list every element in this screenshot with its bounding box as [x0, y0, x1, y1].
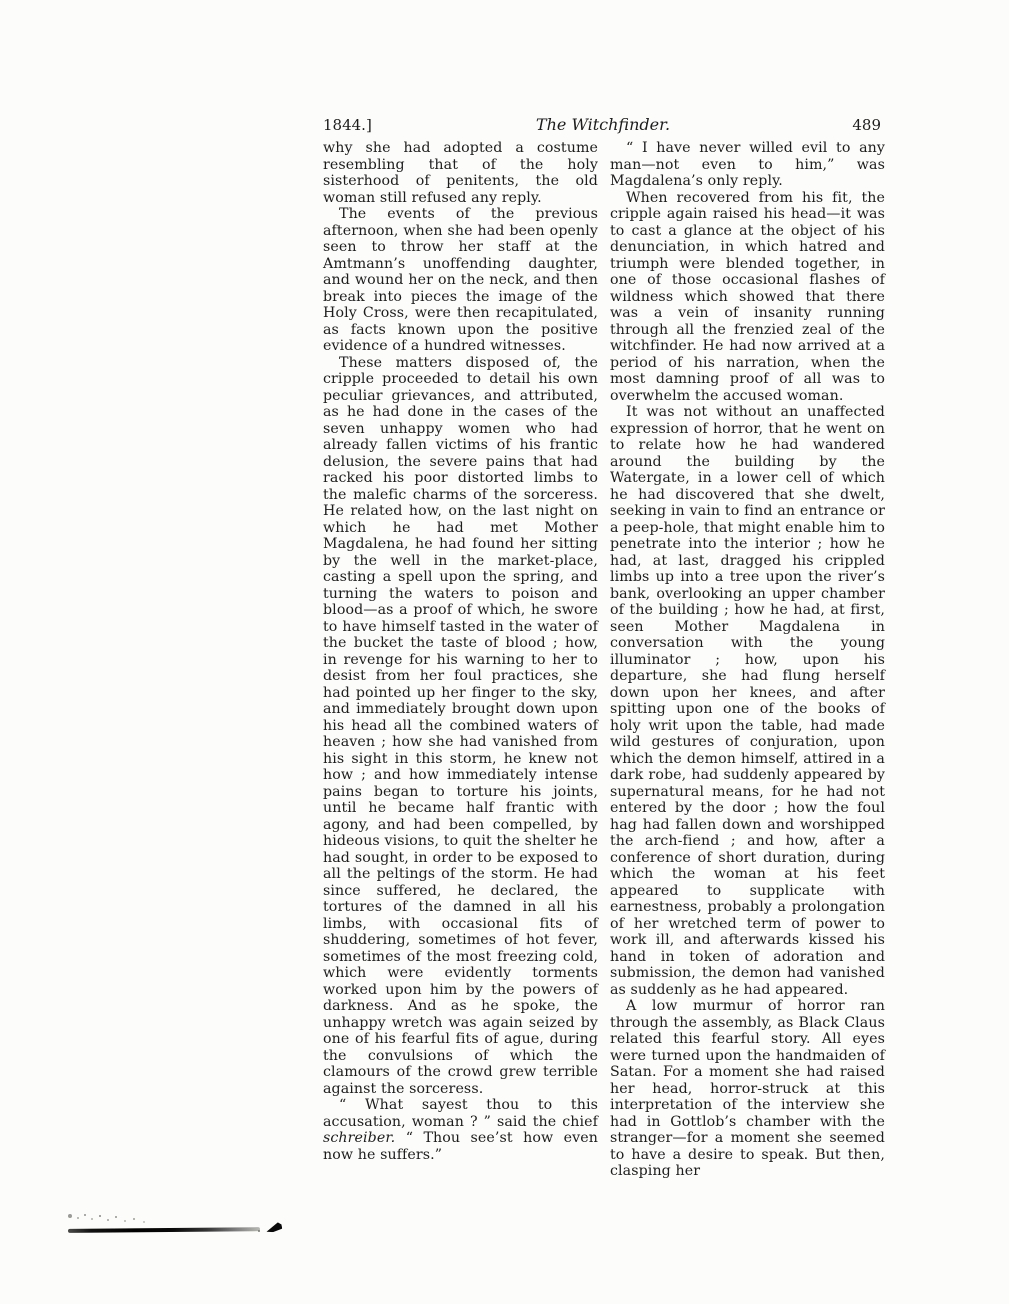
- running-head: [323, 114, 883, 138]
- paragraph: why she had adopted a costume resembling that of the holy sisterhood of penitents, the old woman still refused any reply.: [323, 140, 598, 206]
- ink-streak-artifact: [68, 1227, 260, 1233]
- paragraph: [323, 1097, 598, 1163]
- paragraph: It was not without an unaffected expression of horror, that he went on to relate how he had wandered around the building by the Watergate, in a lower cell of which he had discovered that she dwelt, seeking in vain to find an entrance or a peep-hole, that might enable him to penetrate into the interior ; how he had, at last, dragged his crippled limbs up into a tree upon the river’s bank, overlooking an upper chamber of the building ; how he had, at first, seen Mother Magdalena in conversation with the young illuminator ; how, upon his departure, she had flung herself down upon her knees, and after spitting upon one of the books of holy writ upon the table, had made wild gestures of conjuration, upon which the demon himself, attired in a dark robe, had suddenly appeared by supernatural means, for he had not entered by the door ; how the foul hag had fallen down and worshipped the arch-fiend ; and how, after a conference of short duration, during which the woman at his feet appeared to supplicate with earnestness, probably a prolongation of her wretched term of power to work ill, and afterwards kissed his hand in token of adoration and submission, the demon had vanished as suddenly as he had appeared.: [610, 404, 885, 998]
- paragraph: A low murmur of horror ran through the assembly, as Black Claus related this fearful story. All eyes were turned upon the handmaiden of Satan. For a moment she had raised her head, horror-struck at this interpretation of the interview she had in Gottlob’s chamber with the stranger—for a moment she seemed to have a desire to speak. But then, clasping her: [610, 998, 885, 1179]
- paragraph: “ I have never willed evil to any man—not even to him,” was Magdalena’s only reply.: [610, 140, 885, 189]
- ink-dot-artifact: [258, 1230, 260, 1232]
- left-column: [323, 140, 598, 1180]
- page-number: 489: [852, 116, 881, 134]
- text-columns: [323, 140, 885, 1180]
- quote-text: “ What sayest thou to this accusation, woman ? ” said the chief: [323, 1097, 598, 1130]
- italic-word: schreiber.: [323, 1130, 396, 1146]
- paragraph: When recovered from his fit, the cripple again raised his head—it was to cast a glance at the object of his denunciation, in which hatred and triumph were blended together, in one of those occasional flashes of wildness which showed that there was a vein of insanity running through all the frenzied zeal of the witchfinder. He had now arrived at a period of his narration, when the most damning proof of all was to overwhelm the accused woman.: [610, 189, 885, 404]
- year-label: 1844.]: [323, 116, 372, 134]
- page-title: The Witchfinder.: [535, 115, 671, 134]
- quote-text: “ Thou see’st how even now he suffers.”: [323, 1130, 598, 1163]
- ink-speckle-artifact: [68, 1214, 72, 1218]
- paragraph: These matters disposed of, the cripple proceeded to detail his own peculiar grievances, and attributed, as he had done in the cases of the seven unhappy women who had already fallen victims of his frantic delusion, the severe pains that had racked his poor distorted limbs to the malefic charms of the sorceress. He related how, on the last night on which he had met Mother Magdalena, he had found her sitting by the well in the market-place, casting a spell upon the spring, and turning the waters to poison and blood—as a proof of which, he swore to have himself tasted in the water of the bucket the taste of blood ; how, in revenge for his warning to her to desist from her foul practices, she had pointed up her finger to the sky, and immediately brought down upon his head all the combined waters of heaven ; how she had vanished from his sight in this storm, he knew not how ; and how immediately intense pains began to torture his joints, until he became half frantic with agony, and had been compelled, by hideous visions, to quit the shelter he had sought, in order to be exposed to all the peltings of the storm. He had since suffered, he declared, the tortures of the damned in all his limbs, with occasional fits of shuddering, sometimes of hot fever, sometimes of the most freezing cold, which were evidently torments worked upon him by the powers of darkness. And as he spoke, the unhappy wretch was again seized by one of his fearful fits of ague, during the convulsions of which the clamours of the crowd grew terrible against the sorceress.: [323, 354, 598, 1097]
- ink-mark-artifact: [265, 1222, 282, 1233]
- right-column: [610, 140, 885, 1180]
- paragraph: The events of the previous afternoon, when she had been openly seen to throw her staff at the Amtmann’s unoffending daughter, and wound her on the neck, and then break into pieces the image of the Holy Cross, were then recapitulated, as facts known upon the positive evidence of a hundred witnesses.: [323, 206, 598, 354]
